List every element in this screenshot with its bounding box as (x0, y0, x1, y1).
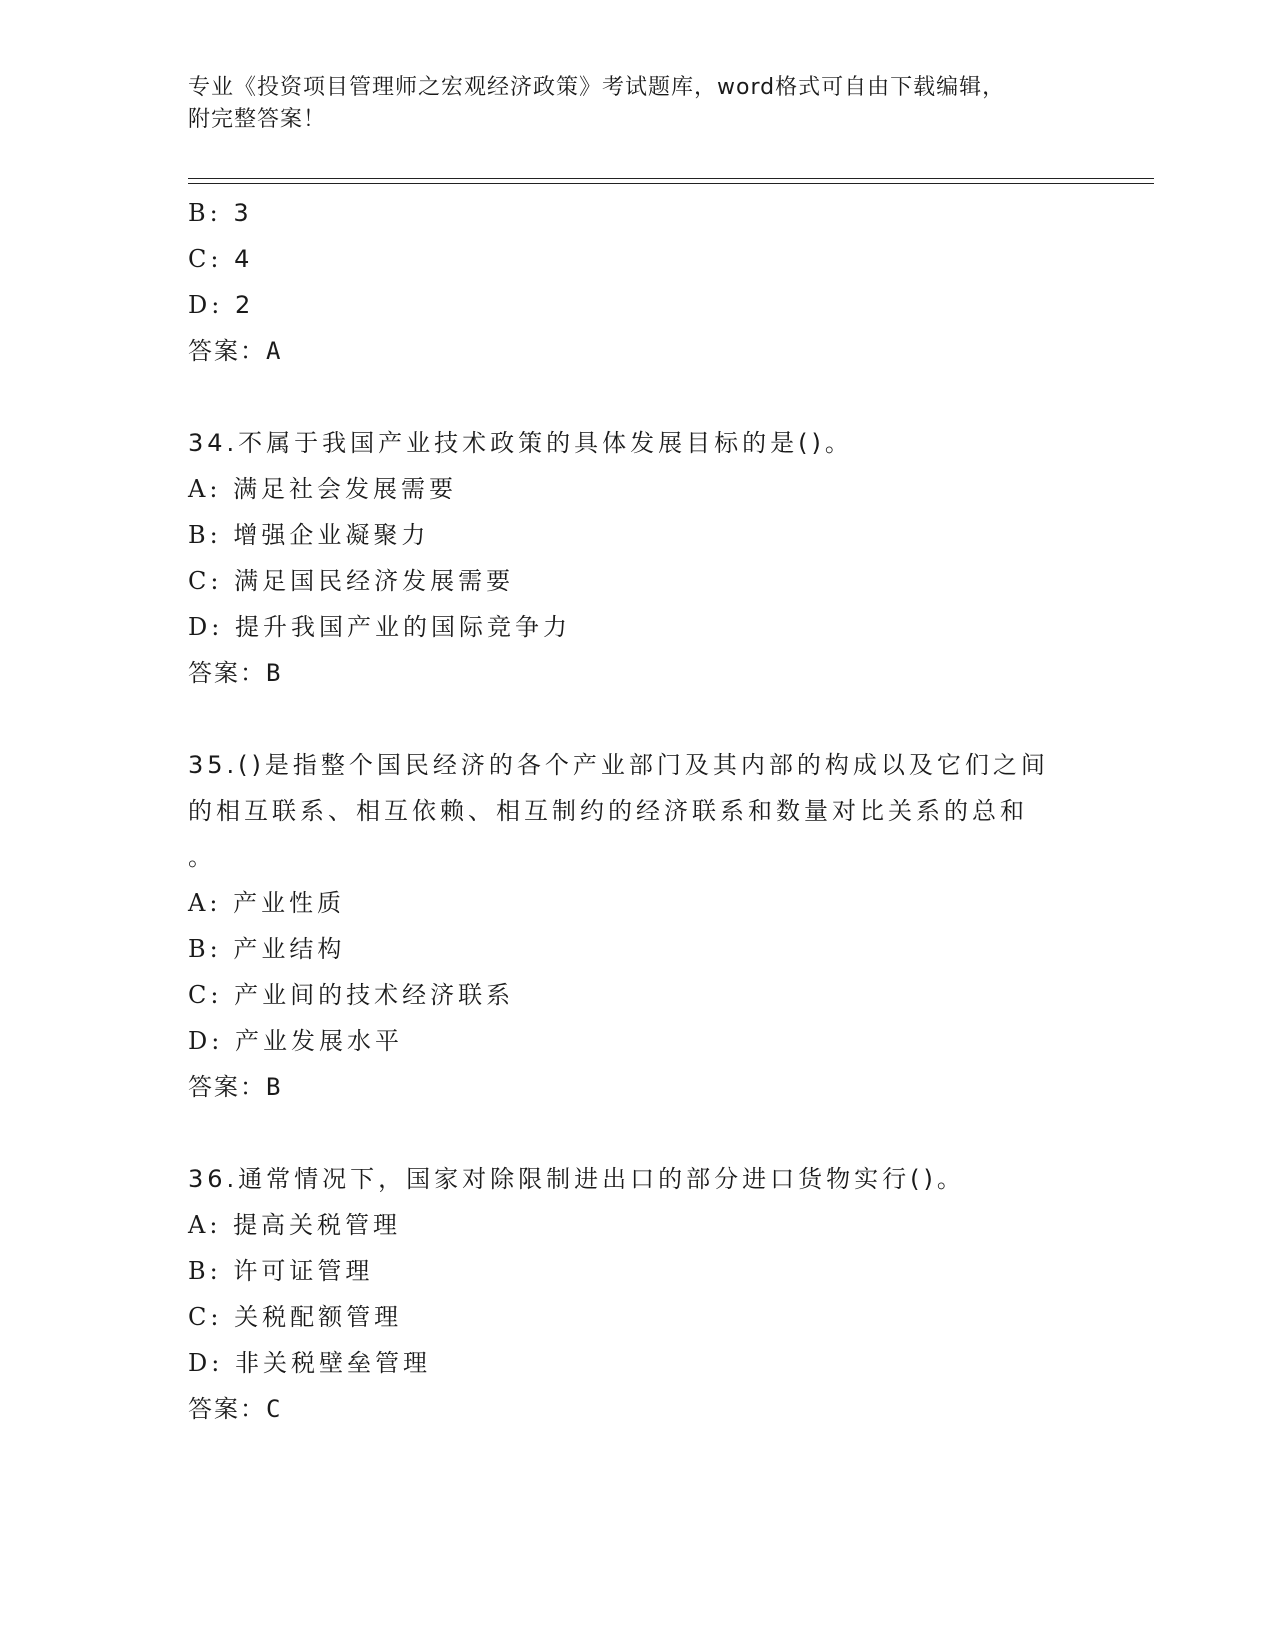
question-33-continuation (188, 190, 1148, 374)
question-35 (188, 742, 1148, 1110)
question-stem: 36.通常情况下，国家对除限制进出口的部分进口货物实行()。 (188, 1165, 965, 1193)
option-c: C: 产业间的技术经济联系 (188, 981, 515, 1009)
option-a: A: 产业性质 (188, 889, 346, 917)
option-d: D: 2 (188, 291, 255, 319)
option-b: B: 增强企业凝聚力 (188, 521, 430, 549)
option-c: C: 关税配额管理 (188, 1303, 403, 1331)
question-content (188, 190, 1148, 1432)
answer-line: 答案：B (188, 659, 283, 687)
option-d: D: 非关税壁垒管理 (188, 1349, 431, 1377)
header-divider-bottom (188, 183, 1154, 184)
option-c: C: 满足国民经济发展需要 (188, 567, 515, 595)
answer-line: 答案：C (188, 1395, 283, 1423)
option-b: B: 许可证管理 (188, 1257, 374, 1285)
question-stem: 34.不属于我国产业技术政策的具体发展目标的是()。 (188, 429, 853, 457)
answer-line: 答案：B (188, 1073, 283, 1101)
header-divider-top (188, 178, 1154, 179)
option-b: B: 产业结构 (188, 935, 346, 963)
option-a: A: 满足社会发展需要 (188, 475, 458, 503)
option-d: D: 提升我国产业的国际竞争力 (188, 613, 571, 641)
question-34 (188, 420, 1148, 696)
option-c: C: 4 (188, 245, 254, 273)
option-a: A: 提高关税管理 (188, 1211, 402, 1239)
question-stem: 35.()是指整个国民经济的各个产业部门及其内部的构成以及它们之间 的相互联系、相互依赖、相互制约的经济联系和数量对比关系的总和 。 (188, 751, 1049, 871)
question-36 (188, 1156, 1148, 1432)
option-b: B: 3 (188, 199, 253, 227)
document-header: 专业《投资项目管理师之宏观经济政策》考试题库，word格式可自由下载编辑， 附完整答案！ (188, 75, 1006, 132)
answer-line: 答案：A (188, 337, 283, 365)
option-d: D: 产业发展水平 (188, 1027, 403, 1055)
